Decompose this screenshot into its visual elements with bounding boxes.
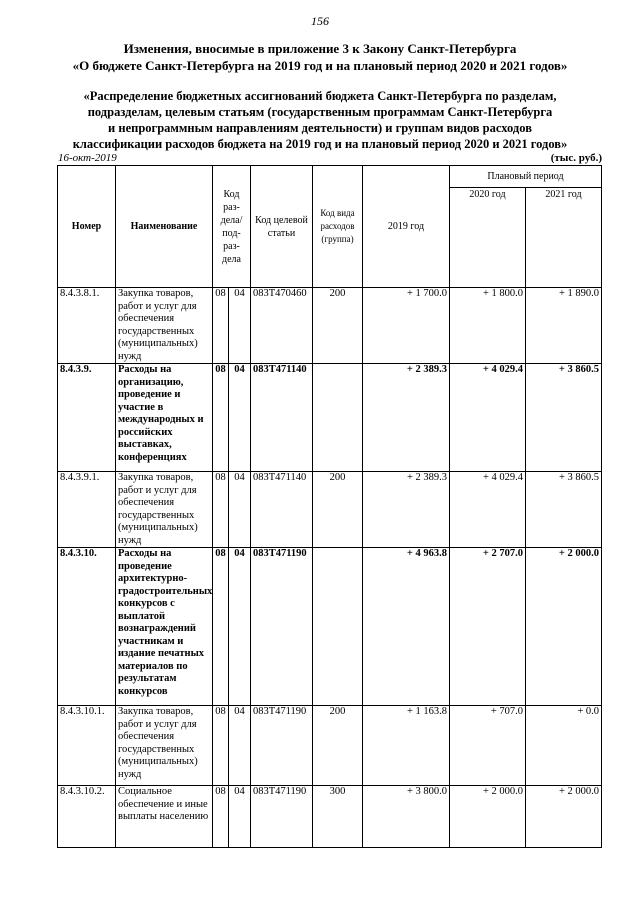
row-value-2020: + 4 029.4: [450, 364, 526, 472]
row-subsection: 04: [229, 364, 251, 472]
row-kind-code: 200: [313, 288, 363, 364]
header-kind: Код вида расходов (группа): [313, 166, 363, 288]
row-value-2021: + 0.0: [526, 706, 602, 786]
row-kind-code: [313, 548, 363, 706]
row-kind-code: 300: [313, 786, 363, 848]
row-number: 8.4.3.9.1.: [58, 472, 116, 548]
row-name: Закупка товаров, работ и услуг для обеспечения государственных (муниципальных) нужд: [116, 288, 213, 364]
budget-table: [57, 165, 602, 848]
header-target: Код целевой статьи: [251, 166, 313, 288]
row-target-code: 083Т470460: [251, 288, 313, 364]
row-number: 8.4.3.10.: [58, 548, 116, 706]
table-row: [58, 472, 602, 548]
row-value-2019: + 3 800.0: [363, 786, 450, 848]
header-name: Наименование: [116, 166, 213, 288]
row-kind-code: [313, 364, 363, 472]
row-value-2019: + 2 389.3: [363, 472, 450, 548]
row-value-2020: + 707.0: [450, 706, 526, 786]
table-row: [58, 706, 602, 786]
row-value-2020: + 1 800.0: [450, 288, 526, 364]
row-target-code: 083Т471190: [251, 548, 313, 706]
document-title: [0, 40, 640, 74]
row-value-2020: + 4 029.4: [450, 472, 526, 548]
row-number: 8.4.3.10.2.: [58, 786, 116, 848]
row-target-code: 083Т471140: [251, 472, 313, 548]
header-section: Код раз-дела/ под-раз-дела: [213, 166, 251, 288]
row-value-2021: + 3 860.5: [526, 364, 602, 472]
subtitle-line: подразделам, целевым статьям (государственным программам Санкт-Петербурга: [87, 105, 553, 119]
row-name: Закупка товаров, работ и услуг для обеспечения государственных (муниципальных) нужд: [116, 472, 213, 548]
row-section: 08: [213, 706, 229, 786]
row-name: Расходы на проведение архитектурно-градостроительных конкурсов с выплатой вознаграждений участникам и издание печатных материалов по результатам конкурсов: [116, 548, 213, 706]
table-row: [58, 364, 602, 472]
row-value-2021: + 1 890.0: [526, 288, 602, 364]
row-section: 08: [213, 472, 229, 548]
table-row: [58, 786, 602, 848]
row-kind-code: 200: [313, 706, 363, 786]
row-name: Социальное обеспечение и иные выплаты населению: [116, 786, 213, 848]
header-2019: 2019 год: [363, 166, 450, 288]
row-value-2019: + 1 163.8: [363, 706, 450, 786]
row-section: 08: [213, 288, 229, 364]
title-line: Изменения, вносимые в приложение 3 к Закону Санкт-Петербурга: [123, 41, 517, 56]
row-value-2019: + 2 389.3: [363, 364, 450, 472]
header-2020: 2020 год: [450, 188, 526, 288]
row-kind-code: 200: [313, 472, 363, 548]
row-value-2021: + 2 000.0: [526, 548, 602, 706]
header-planned: Плановый период: [450, 166, 602, 188]
row-target-code: 083Т471140: [251, 364, 313, 472]
subtitle-line: и непрограммным направлениям деятельности) и группам видов расходов: [108, 121, 532, 135]
row-value-2020: + 2 707.0: [450, 548, 526, 706]
table-row: [58, 288, 602, 364]
row-number: 8.4.3.9.: [58, 364, 116, 472]
page-number: 156: [311, 14, 329, 28]
row-target-code: 083Т471190: [251, 706, 313, 786]
document-date: 16-окт-2019: [58, 152, 117, 164]
row-subsection: 04: [229, 786, 251, 848]
row-section: 08: [213, 548, 229, 706]
row-value-2019: + 1 700.0: [363, 288, 450, 364]
document-subtitle: [20, 88, 620, 152]
subtitle-line: «Распределение бюджетных ассигнований бюджета Санкт-Петербурга по разделам,: [83, 89, 557, 103]
row-target-code: 083Т471190: [251, 786, 313, 848]
row-name: Закупка товаров, работ и услуг для обеспечения государственных (муниципальных) нужд: [116, 706, 213, 786]
title-line: «О бюджете Санкт-Петербурга на 2019 год и на плановый период 2020 и 2021 годов»: [72, 58, 568, 73]
table-row: [58, 548, 602, 706]
row-number: 8.4.3.10.1.: [58, 706, 116, 786]
row-subsection: 04: [229, 706, 251, 786]
header-2021: 2021 год: [526, 188, 602, 288]
row-subsection: 04: [229, 288, 251, 364]
row-subsection: 04: [229, 472, 251, 548]
units-label: (тыс. руб.): [550, 152, 602, 164]
row-value-2019: + 4 963.8: [363, 548, 450, 706]
row-name: Расходы на организацию, проведение и участие в международных и российских выставках, конференциях: [116, 364, 213, 472]
row-value-2021: + 2 000.0: [526, 786, 602, 848]
row-section: 08: [213, 364, 229, 472]
row-subsection: 04: [229, 548, 251, 706]
row-section: 08: [213, 786, 229, 848]
row-number: 8.4.3.8.1.: [58, 288, 116, 364]
header-number: Номер: [58, 166, 116, 288]
row-value-2021: + 3 860.5: [526, 472, 602, 548]
subtitle-line: классификации расходов бюджета на 2019 год и на плановый период 2020 и 2021 годов»: [72, 137, 568, 151]
row-value-2020: + 2 000.0: [450, 786, 526, 848]
